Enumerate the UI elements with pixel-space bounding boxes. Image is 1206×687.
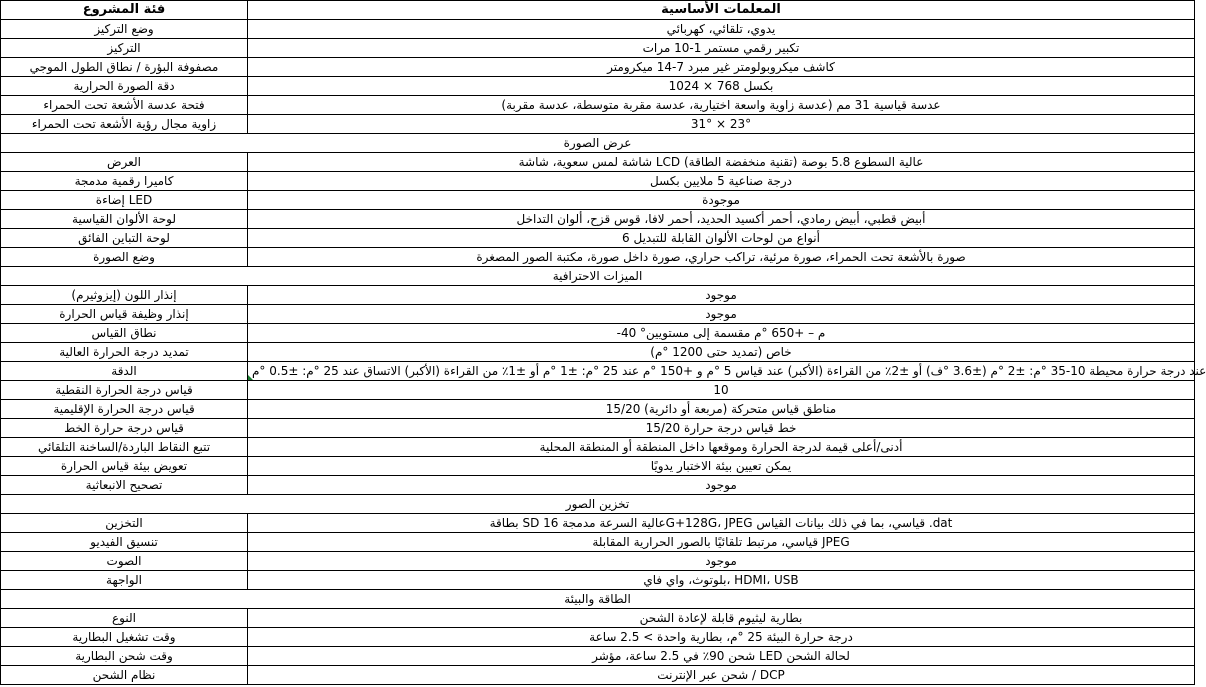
table-row xyxy=(1,210,1195,229)
category-cell: إنذار وظيفة قياس الحرارة xyxy=(1,305,248,324)
category-cell: الدقة xyxy=(1,362,248,381)
category-cell: تمديد درجة الحرارة العالية xyxy=(1,343,248,362)
section-title: تخزين الصور xyxy=(1,495,1195,514)
category-cell: وقت شحن البطارية xyxy=(1,647,248,666)
value-text: درجة صناعية 5 ملايين بكسل xyxy=(649,174,793,188)
value-text: عند درجة حرارة محيطة 10-35 °م: ±2 °م (±3.6 °ف) أو ±2٪ من القراءة (الأكبر) عند قياس 5 °م و +150 °م عند 25 °م: ±1 °م أو ±1٪ من القراءة (الأكبر) الاتساق عند 25 °م: ±0.5 °م xyxy=(252,364,1206,378)
category-cell: إضاءة LED xyxy=(1,191,248,210)
value-text: شحن عبر الإنترنت / DCP xyxy=(657,668,785,682)
table-row xyxy=(1,628,1195,647)
section-title: الطاقة والبيئة xyxy=(1,590,1195,609)
category-cell: قياس درجة الحرارة النقطية xyxy=(1,381,248,400)
value-cell xyxy=(248,362,1206,381)
table-row xyxy=(1,96,1195,115)
table-row xyxy=(1,58,1195,77)
value-cell xyxy=(248,324,1195,343)
header-params: المعلمات الأساسية xyxy=(248,1,1195,20)
table-row xyxy=(1,362,1195,381)
table-row xyxy=(1,20,1195,39)
value-text: مناطق قياس متحركة (مربعة أو دائرية) 15/20 xyxy=(605,402,837,416)
value-text: تكبير رقمي مستمر 1-10 مرات xyxy=(642,41,800,55)
value-text: موجودة xyxy=(702,193,740,207)
value-text: أنواع من لوحات الألوان القابلة للتبديل 6 xyxy=(622,231,820,245)
category-cell: قياس درجة الحرارة الإقليمية xyxy=(1,400,248,419)
section-row xyxy=(1,134,1195,153)
value-text: شاشة لمس سعوية، شاشة LCD عالية السطوع 5.8 بوصة (تقنية منخفضة الطاقة) xyxy=(518,155,924,169)
value-cell xyxy=(248,571,1195,590)
value-cell xyxy=(248,419,1195,438)
header-row xyxy=(1,1,1195,20)
category-cell: لوحة التباين الفائق xyxy=(1,229,248,248)
table-row xyxy=(1,324,1195,343)
table-row xyxy=(1,248,1195,267)
table-row xyxy=(1,609,1195,628)
table-row xyxy=(1,343,1195,362)
value-cell xyxy=(248,457,1195,476)
value-text: موجود xyxy=(705,478,737,492)
value-text: عدسة قياسية 31 مم (عدسة زاوية واسعة اختيارية، عدسة مقربة متوسطة، عدسة مقربة) xyxy=(501,98,941,112)
category-cell: لوحة الألوان القياسية xyxy=(1,210,248,229)
table-row xyxy=(1,39,1195,58)
value-text: بطاقة SD عالية السرعة مدمجة 16G+128G، JPEG قياسي، بما في ذلك بيانات القياس .dat xyxy=(489,516,953,530)
value-cell xyxy=(248,343,1195,362)
category-cell: الصوت xyxy=(1,552,248,571)
value-cell xyxy=(248,153,1195,172)
category-cell: وضع التركيز xyxy=(1,20,248,39)
value-cell xyxy=(248,286,1195,305)
value-cell xyxy=(248,552,1195,571)
category-cell: التركيز xyxy=(1,39,248,58)
table-row xyxy=(1,77,1195,96)
category-cell: كاميرا رقمية مدمجة xyxy=(1,172,248,191)
section-row xyxy=(1,495,1195,514)
value-cell xyxy=(248,248,1195,267)
value-text: بكسل 768 × 1024 xyxy=(668,79,774,93)
value-text: موجود xyxy=(705,288,737,302)
category-cell: نظام الشحن xyxy=(1,666,248,685)
value-text: خاص (تمديد حتى 1200 °م) xyxy=(650,345,792,359)
value-cell xyxy=(248,58,1195,77)
table-row xyxy=(1,533,1195,552)
table-row xyxy=(1,571,1195,590)
category-cell: إنذار اللون (إيزوثيرم) xyxy=(1,286,248,305)
table-row xyxy=(1,400,1195,419)
table-row xyxy=(1,115,1195,134)
table-row xyxy=(1,552,1195,571)
category-cell: تتبع النقاط الباردة/الساخنة التلقائي xyxy=(1,438,248,457)
value-text: -40 °م – +650 °م مقسمة إلى مستويين xyxy=(616,326,826,340)
value-cell xyxy=(248,647,1195,666)
value-text: كاشف ميكروبولومتر غير مبرد 7-14 ميكرومتر xyxy=(607,60,835,74)
category-cell: الواجهة xyxy=(1,571,248,590)
value-text: موجود xyxy=(705,554,737,568)
table-row xyxy=(1,172,1195,191)
section-row xyxy=(1,267,1195,286)
value-text: أدنى/أعلى قيمة لدرجة الحرارة وموقعها داخل المنطقة أو المنطقة المحلية xyxy=(539,440,903,454)
table-row xyxy=(1,153,1195,172)
category-cell: تعويض بيئة قياس الحرارة xyxy=(1,457,248,476)
header-category: فئة المشروع xyxy=(1,1,248,20)
error-flag-icon xyxy=(248,375,253,380)
value-cell xyxy=(248,628,1195,647)
value-cell xyxy=(248,20,1195,39)
category-cell: وضع الصورة xyxy=(1,248,248,267)
value-cell xyxy=(248,39,1195,58)
table-row xyxy=(1,229,1195,248)
value-cell xyxy=(248,609,1195,628)
category-cell: العرض xyxy=(1,153,248,172)
value-text: بلوتوث، واي فاي، HDMI، USB xyxy=(643,573,799,587)
value-text: بطارية ليثيوم قابلة لإعادة الشحن xyxy=(639,611,803,625)
section-row xyxy=(1,590,1195,609)
value-cell xyxy=(248,533,1195,552)
value-text: قياسي، مرتبط تلقائيًا بالصور الحرارية المقابلة JPEG xyxy=(592,535,850,549)
value-cell xyxy=(248,115,1195,134)
value-cell xyxy=(248,438,1195,457)
category-cell: دقة الصورة الحرارية xyxy=(1,77,248,96)
value-text: يمكن تعيين بيئة الاختبار يدويًا xyxy=(650,459,792,473)
table-row xyxy=(1,438,1195,457)
category-cell: وقت تشغيل البطارية xyxy=(1,628,248,647)
value-text: 10 xyxy=(713,383,729,397)
category-cell: فتحة عدسة الأشعة تحت الحمراء xyxy=(1,96,248,115)
table-row xyxy=(1,305,1195,324)
value-cell xyxy=(248,191,1195,210)
table-row xyxy=(1,514,1195,533)
value-text: درجة حرارة البيئة 25 °م، بطارية واحدة > 2.5 ساعة xyxy=(589,630,853,644)
table-row xyxy=(1,419,1195,438)
value-cell xyxy=(248,77,1195,96)
section-title: الميزات الاحترافية xyxy=(1,267,1195,286)
value-text: موجود xyxy=(705,307,737,321)
category-cell: النوع xyxy=(1,609,248,628)
table-row xyxy=(1,286,1195,305)
category-cell: مصفوفة البؤرة / نطاق الطول الموجي xyxy=(1,58,248,77)
category-cell: التخزين xyxy=(1,514,248,533)
table-row xyxy=(1,381,1195,400)
value-text: صورة بالأشعة تحت الحمراء، صورة مرئية، تراكب حراري، صورة داخل صورة، مكتبة الصور المصغرة xyxy=(476,250,966,264)
value-cell xyxy=(248,400,1195,419)
value-text: أبيض قطبي، أبيض رمادي، أحمر أكسيد الحديد، أحمر لافا، قوس قزح، ألوان التداخل xyxy=(516,212,926,226)
table-row xyxy=(1,476,1195,495)
category-cell: زاوية مجال رؤية الأشعة تحت الحمراء xyxy=(1,115,248,134)
value-cell xyxy=(248,666,1195,685)
value-cell xyxy=(248,514,1195,533)
table-row xyxy=(1,647,1195,666)
value-cell xyxy=(248,229,1195,248)
value-text: يدوي، تلقائي، كهربائي xyxy=(666,22,776,36)
value-cell xyxy=(248,172,1195,191)
value-cell xyxy=(248,305,1195,324)
category-cell: تنسيق الفيديو xyxy=(1,533,248,552)
value-text: 31° × 23° xyxy=(690,117,752,131)
value-text: خط قياس درجة حرارة 15/20 xyxy=(645,421,797,435)
table-row xyxy=(1,666,1195,685)
value-cell xyxy=(248,381,1195,400)
value-cell xyxy=(248,96,1195,115)
value-cell xyxy=(248,476,1195,495)
category-cell: نطاق القياس xyxy=(1,324,248,343)
section-title: عرض الصورة xyxy=(1,134,1195,153)
table-row xyxy=(1,191,1195,210)
category-cell: قياس درجة حرارة الخط xyxy=(1,419,248,438)
category-cell: تصحيح الانبعاثية xyxy=(1,476,248,495)
table-row xyxy=(1,457,1195,476)
value-cell xyxy=(248,210,1195,229)
value-text: شحن 90٪ في 2.5 ساعة، مؤشر LED لحالة الشحن xyxy=(592,649,850,663)
